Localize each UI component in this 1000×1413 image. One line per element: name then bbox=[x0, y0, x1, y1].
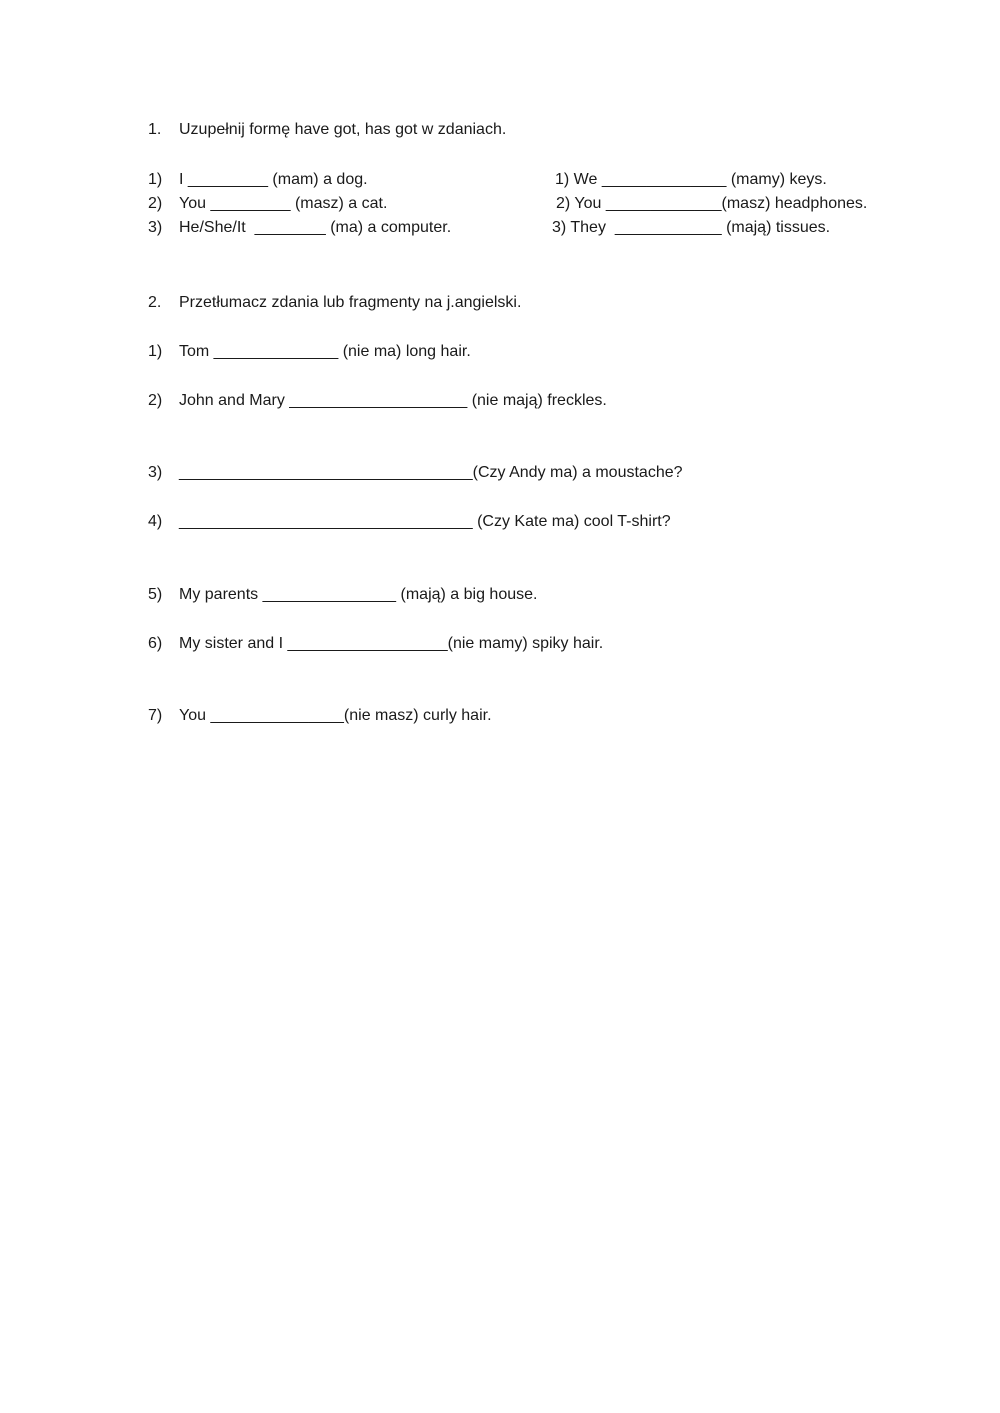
section2-item-7-number: 7) bbox=[148, 707, 163, 724]
section2-item-2-number: 2) bbox=[148, 392, 163, 409]
section1-right-item-2: 2) You _____________(masz) headphones. bbox=[556, 195, 868, 212]
section2-item-6: My sister and I __________________(nie mamy) spiky hair. bbox=[179, 635, 604, 652]
section1-left-item-2-number: 2) bbox=[148, 195, 163, 212]
section1-left-item-1-number: 1) bbox=[148, 171, 163, 188]
section1-left-item-3-number: 3) bbox=[148, 219, 163, 236]
section1-heading: Uzupełnij formę have got, has got w zdaniach. bbox=[179, 121, 507, 138]
section1-left-item-2: You _________ (masz) a cat. bbox=[179, 195, 388, 212]
section2-item-1-number: 1) bbox=[148, 343, 163, 360]
section2-item-1: Tom ______________ (nie ma) long hair. bbox=[179, 343, 471, 360]
section2-item-7: You _______________(nie masz) curly hair. bbox=[179, 707, 492, 724]
section1-right-item-1: 1) We ______________ (mamy) keys. bbox=[555, 171, 827, 188]
section2-item-6-number: 6) bbox=[148, 635, 163, 652]
section2-heading: Przetłumacz zdania lub fragmenty na j.angielski. bbox=[179, 294, 522, 311]
section2-item-3: _________________________________(Czy Andy ma) a moustache? bbox=[179, 464, 683, 481]
section1-right-item-3: 3) They ____________ (mają) tissues. bbox=[552, 219, 831, 236]
section2-item-4: _________________________________ (Czy Kate ma) cool T-shirt? bbox=[179, 513, 671, 530]
section2-item-5-number: 5) bbox=[148, 586, 163, 603]
section1-left-item-1: I _________ (mam) a dog. bbox=[179, 171, 368, 188]
section1-left-item-3: He/She/It ________ (ma) a computer. bbox=[179, 219, 452, 236]
section2-item-4-number: 4) bbox=[148, 513, 163, 530]
section2-item-3-number: 3) bbox=[148, 464, 163, 481]
section2-number: 2. bbox=[148, 294, 162, 311]
section1-number: 1. bbox=[148, 121, 162, 138]
section2-item-2: John and Mary ____________________ (nie mają) freckles. bbox=[179, 392, 607, 409]
section2-item-5: My parents _______________ (mają) a big house. bbox=[179, 586, 538, 603]
